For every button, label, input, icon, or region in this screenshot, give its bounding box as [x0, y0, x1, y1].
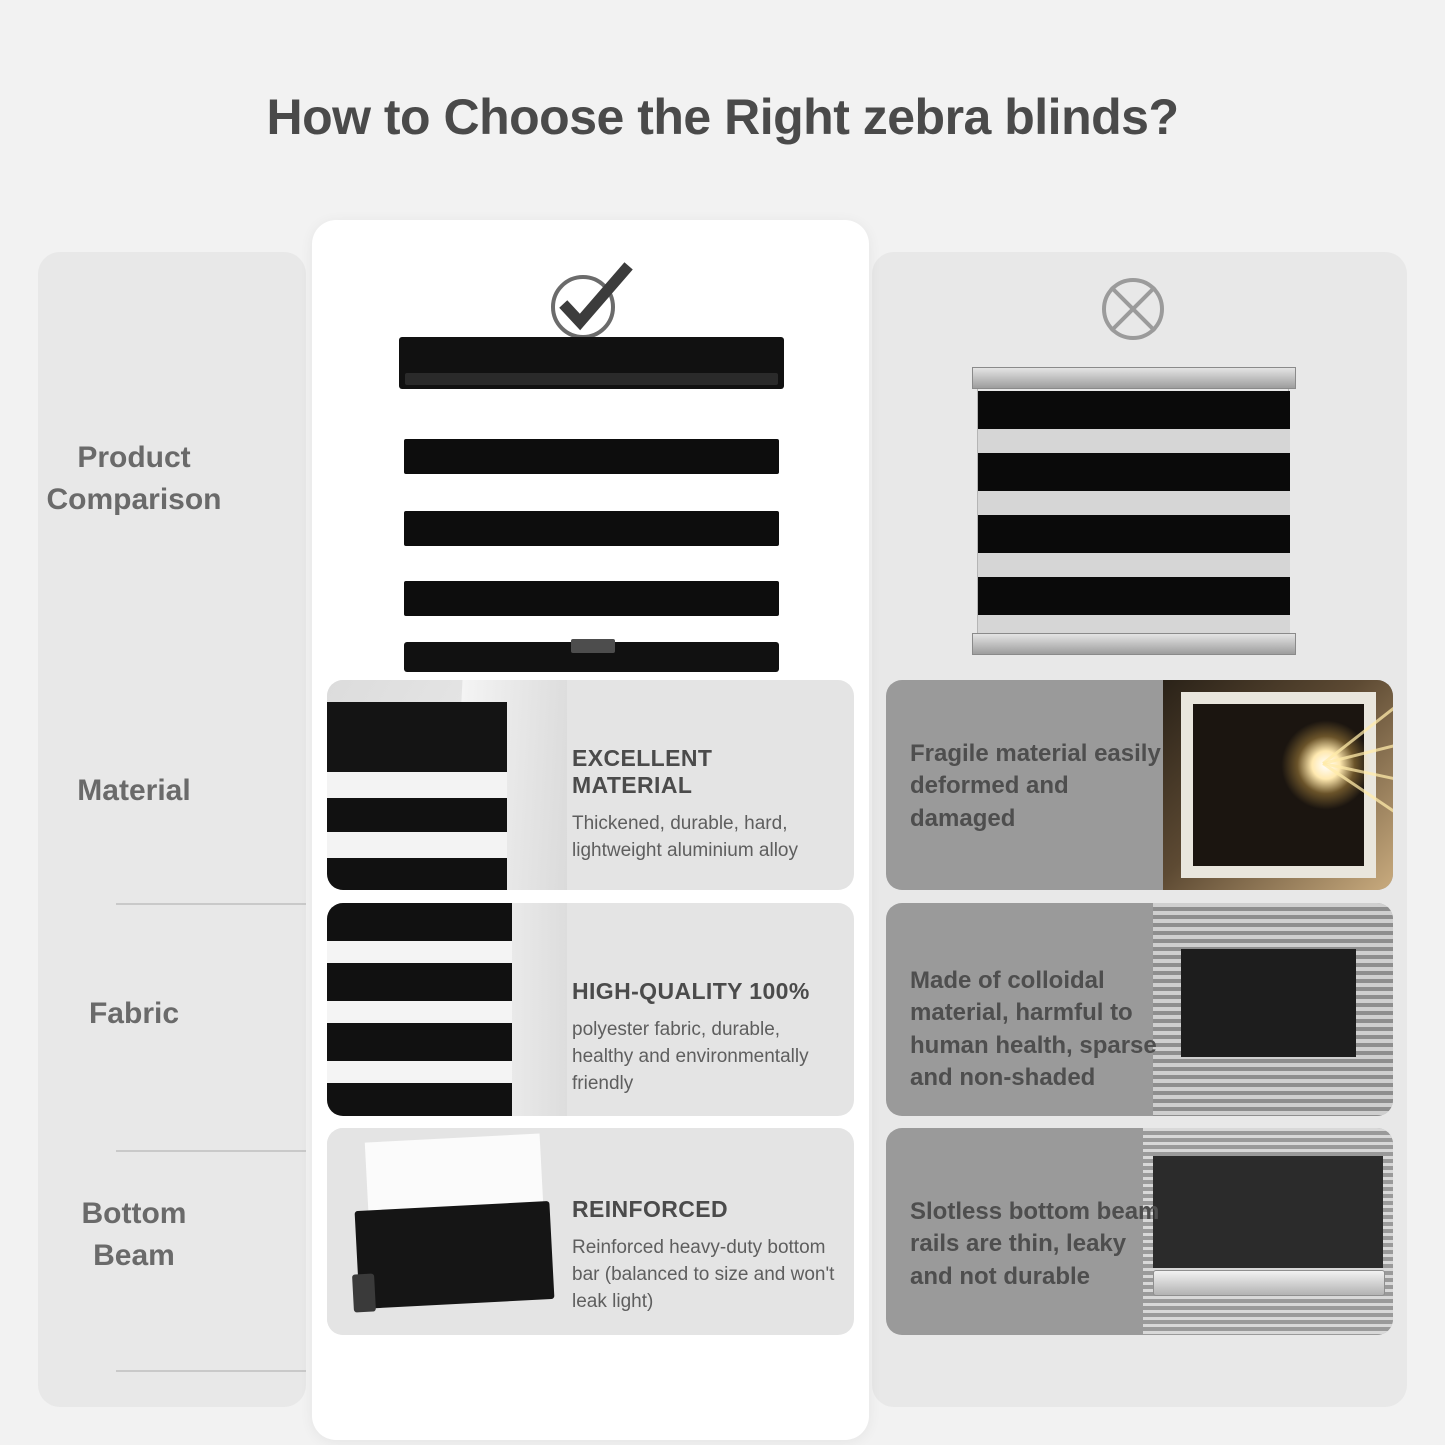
sunlight-leaking-window-photo [1163, 680, 1393, 890]
bad-card-text: Fragile material easily deformed and damaged [910, 740, 1161, 832]
cross-circle-icon [1093, 272, 1173, 346]
bottom-bar-end-cap [352, 1273, 376, 1312]
bottom-bar-grip [571, 639, 615, 653]
bad-card-text: Made of colloidal material, harmful to human health, sparse and non-shaded [910, 967, 1157, 1092]
bad-card-material [886, 680, 1393, 890]
blind-fabric [978, 391, 1290, 633]
blind-stripes [327, 903, 512, 1116]
zebra-blind-good-hero [399, 337, 784, 677]
headrail [972, 367, 1296, 389]
good-card-text [572, 1196, 836, 1316]
reinforced-bottom-bar [355, 1201, 555, 1309]
good-card-material [327, 680, 854, 890]
check-circle-icon [545, 262, 635, 342]
slotless-bottom-rail-photo [1143, 1128, 1393, 1335]
blind-slat [404, 581, 779, 616]
row-label-line: Bottom [81, 1197, 187, 1230]
row-label-line: Product [77, 441, 191, 474]
blind-panel [1181, 949, 1356, 1057]
blind-stripes [327, 772, 507, 890]
row-label-bottom-beam [0, 1193, 268, 1277]
row-label-material: Material [77, 774, 191, 807]
bottom-rail [972, 633, 1296, 655]
blind-headrail-block [327, 702, 507, 772]
bad-card-bottom-beam [886, 1128, 1393, 1335]
good-card-heading: REINFORCED [572, 1196, 729, 1222]
blind-slat [404, 439, 779, 474]
good-card-text [572, 978, 836, 1098]
window-with-zebra-blind-photo [327, 680, 567, 890]
zebra-blind-fabric-photo [327, 903, 567, 1116]
row-label-fabric: Fabric [88, 997, 180, 1030]
good-card-fabric [327, 903, 854, 1116]
bad-card-fabric [886, 903, 1393, 1116]
row-label-line: Beam [93, 1239, 175, 1272]
row-label-product-comparison [0, 437, 268, 521]
row-divider [116, 903, 306, 905]
good-card-body: polyester fabric, durable, healthy and environmentally friendly [572, 1019, 809, 1094]
blind-slat [404, 511, 779, 546]
reinforced-bottom-bar-photo [327, 1128, 577, 1335]
headrail [399, 337, 784, 389]
good-card-heading: EXCELLENT MATERIAL [572, 745, 713, 798]
thin-bottom-rail [1153, 1270, 1385, 1296]
sparse-blind-photo [1153, 903, 1393, 1116]
page-title: How to Choose the Right zebra blinds? [266, 89, 1179, 145]
good-card-body: Thickened, durable, hard, lightweight aluminium alloy [572, 813, 798, 861]
row-divider [116, 1370, 306, 1372]
row-label-line: Comparison [46, 483, 222, 516]
bad-card-text: Slotless bottom beam rails are thin, leaky and not durable [910, 1198, 1160, 1290]
good-card-bottom-beam [327, 1128, 854, 1335]
good-card-heading: HIGH-QUALITY 100% [572, 978, 810, 1004]
row-divider [116, 1150, 306, 1152]
zebra-blind-bad-hero [977, 370, 1289, 652]
good-card-body: Reinforced heavy-duty bottom bar (balanced to size and won't leak light) [572, 1237, 835, 1312]
blind-panel [1153, 1156, 1383, 1268]
good-card-text [572, 745, 836, 865]
